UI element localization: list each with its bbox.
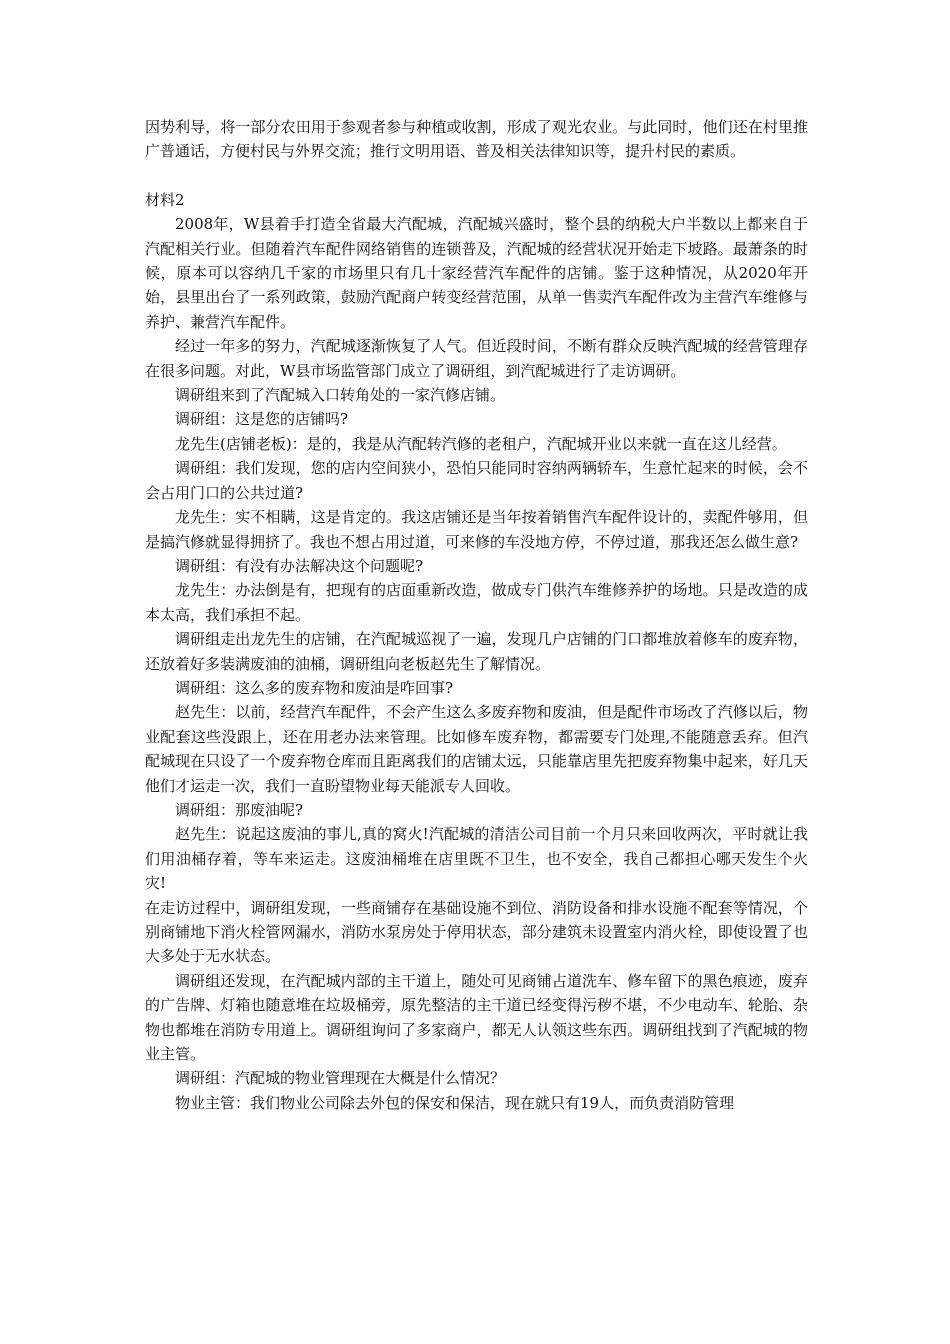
dialogue-line: 调研组：我们发现，您的店内空间狭小，恐怕只能同时容纳两辆轿车，生意忙起来的时候，会不会占用门口的公共过道? bbox=[145, 459, 808, 502]
section-body bbox=[145, 212, 808, 1115]
dialogue-line: 龙先生(店铺老板)：是的，我是从汽配转汽修的老租户，汽配城开业以来就一直在这儿经营。 bbox=[175, 434, 787, 453]
dialogue-line: 龙先生：办法倒是有，把现有的店面重新改造，做成专门供汽车维修养护的场地。只是改造的成本太高，我们承担不起。 bbox=[145, 581, 808, 624]
dialogue-line: 调研组：那废油呢? bbox=[175, 800, 304, 819]
section-title: 材料2 bbox=[145, 190, 185, 209]
paragraph: 经过一年多的努力，汽配城逐渐恢复了人气。但近段时间，不断有群众反映汽配城的经营管理存在很多问题。对此，W县市场监管部门成立了调研组，到汽配城进行了走访调研。 bbox=[145, 337, 808, 380]
document-page bbox=[145, 115, 808, 1115]
paragraph: 2008年，W县着手打造全省最大汽配城，汽配城兴盛时，整个县的纳税大户半数以上都来自于汽配相关行业。但随着汽车配件网络销售的连锁普及，汽配城的经营状况开始走下坡路。最萧条的时候，原本可以容纳几千家的市场里只有几十家经营汽车配件的店铺。鉴于这种情况，从2020年开始，县里出台了一系列政策，鼓励汽配商户转变经营范围，从单一售卖汽车配件改为主营汽车维修与养护、兼营汽车配件。 bbox=[145, 215, 808, 331]
paragraph: 在走访过程中，调研组发现，一些商铺存在基础设施不到位、消防设备和排水设施不配套等情况，个别商铺地下消火栓管网漏水，消防水泵房处于停用状态，部分建筑未设置室内消火栓，即使设置了也大多处于无水状态。 bbox=[145, 898, 808, 966]
dialogue-line: 调研组：这么多的废弃物和废油是咋回事? bbox=[175, 678, 454, 697]
intro-paragraph: 因势利导，将一部分农田用于参观者参与种植或收割，形成了观光农业。与此同时，他们还在村里推广普通话，方便村民与外界交流；推行文明用语、普及相关法律知识等，提升村民的素质。 bbox=[145, 118, 808, 161]
dialogue-line: 调研组：汽配城的物业管理现在大概是什么情况？ bbox=[175, 1069, 506, 1088]
paragraph: 调研组来到了汽配城入口转角处的一家汽修店铺。 bbox=[175, 386, 506, 405]
paragraph: 调研组走出龙先生的店铺，在汽配城巡视了一遍，发现几户店铺的门口都堆放着修车的废弃物，还放着好多装满废油的油桶，调研组向老板赵先生了解情况。 bbox=[145, 630, 808, 673]
dialogue-line: 调研组：有没有办法解决这个问题呢? bbox=[175, 556, 424, 575]
dialogue-line: 赵先生：以前，经营汽车配件，不会产生这么多废弃物和废油，但是配件市场改了汽修以后，物业配套这些没跟上，还在用老办法来管理。比如修车废弃物，都需要专门处理,不能随意丢弃。但汽配城现在只设了一个废弃物仓库而且距离我们的店铺太远，只能靠店里先把废弃物集中起来，好几天他们才运走一次，我们一直盼望物业每天能派专人回收。 bbox=[145, 703, 808, 795]
paragraph: 调研组还发现，在汽配城内部的主干道上，随处可见商铺占道洗车、修车留下的黑色痕迹，废弃的广告牌、灯箱也随意堆在垃圾桶旁，原先整洁的主干道已经变得污秽不堪，不少电动车、轮胎、杂物也都堆在消防专用道上。调研组询问了多家商户，都无人认领这些东西。调研组找到了汽配城的物业主管。 bbox=[145, 971, 808, 1064]
dialogue-line: 赵先生：说起这废油的事儿,真的窝火!汽配城的清洁公司目前一个月只来回收两次，平时就让我们用油桶存着，等车来运走。这废油桶堆在店里既不卫生，也不安全，我自己都担心哪天发生个火灾! bbox=[145, 825, 808, 893]
dialogue-line: 龙先生：实不相瞒，这是肯定的。我这店铺还是当年按着销售汽车配件设计的，卖配件够用，但是搞汽修就显得拥挤了。我也不想占用过道，可来修的车没地方停，不停过道，那我还怎么做生意? bbox=[145, 508, 808, 551]
dialogue-line: 物业主管：我们物业公司除去外包的保安和保洁，现在就只有19人，而负责消防管理 bbox=[175, 1093, 735, 1112]
dialogue-line: 调研组：这是您的店铺吗? bbox=[175, 410, 349, 429]
